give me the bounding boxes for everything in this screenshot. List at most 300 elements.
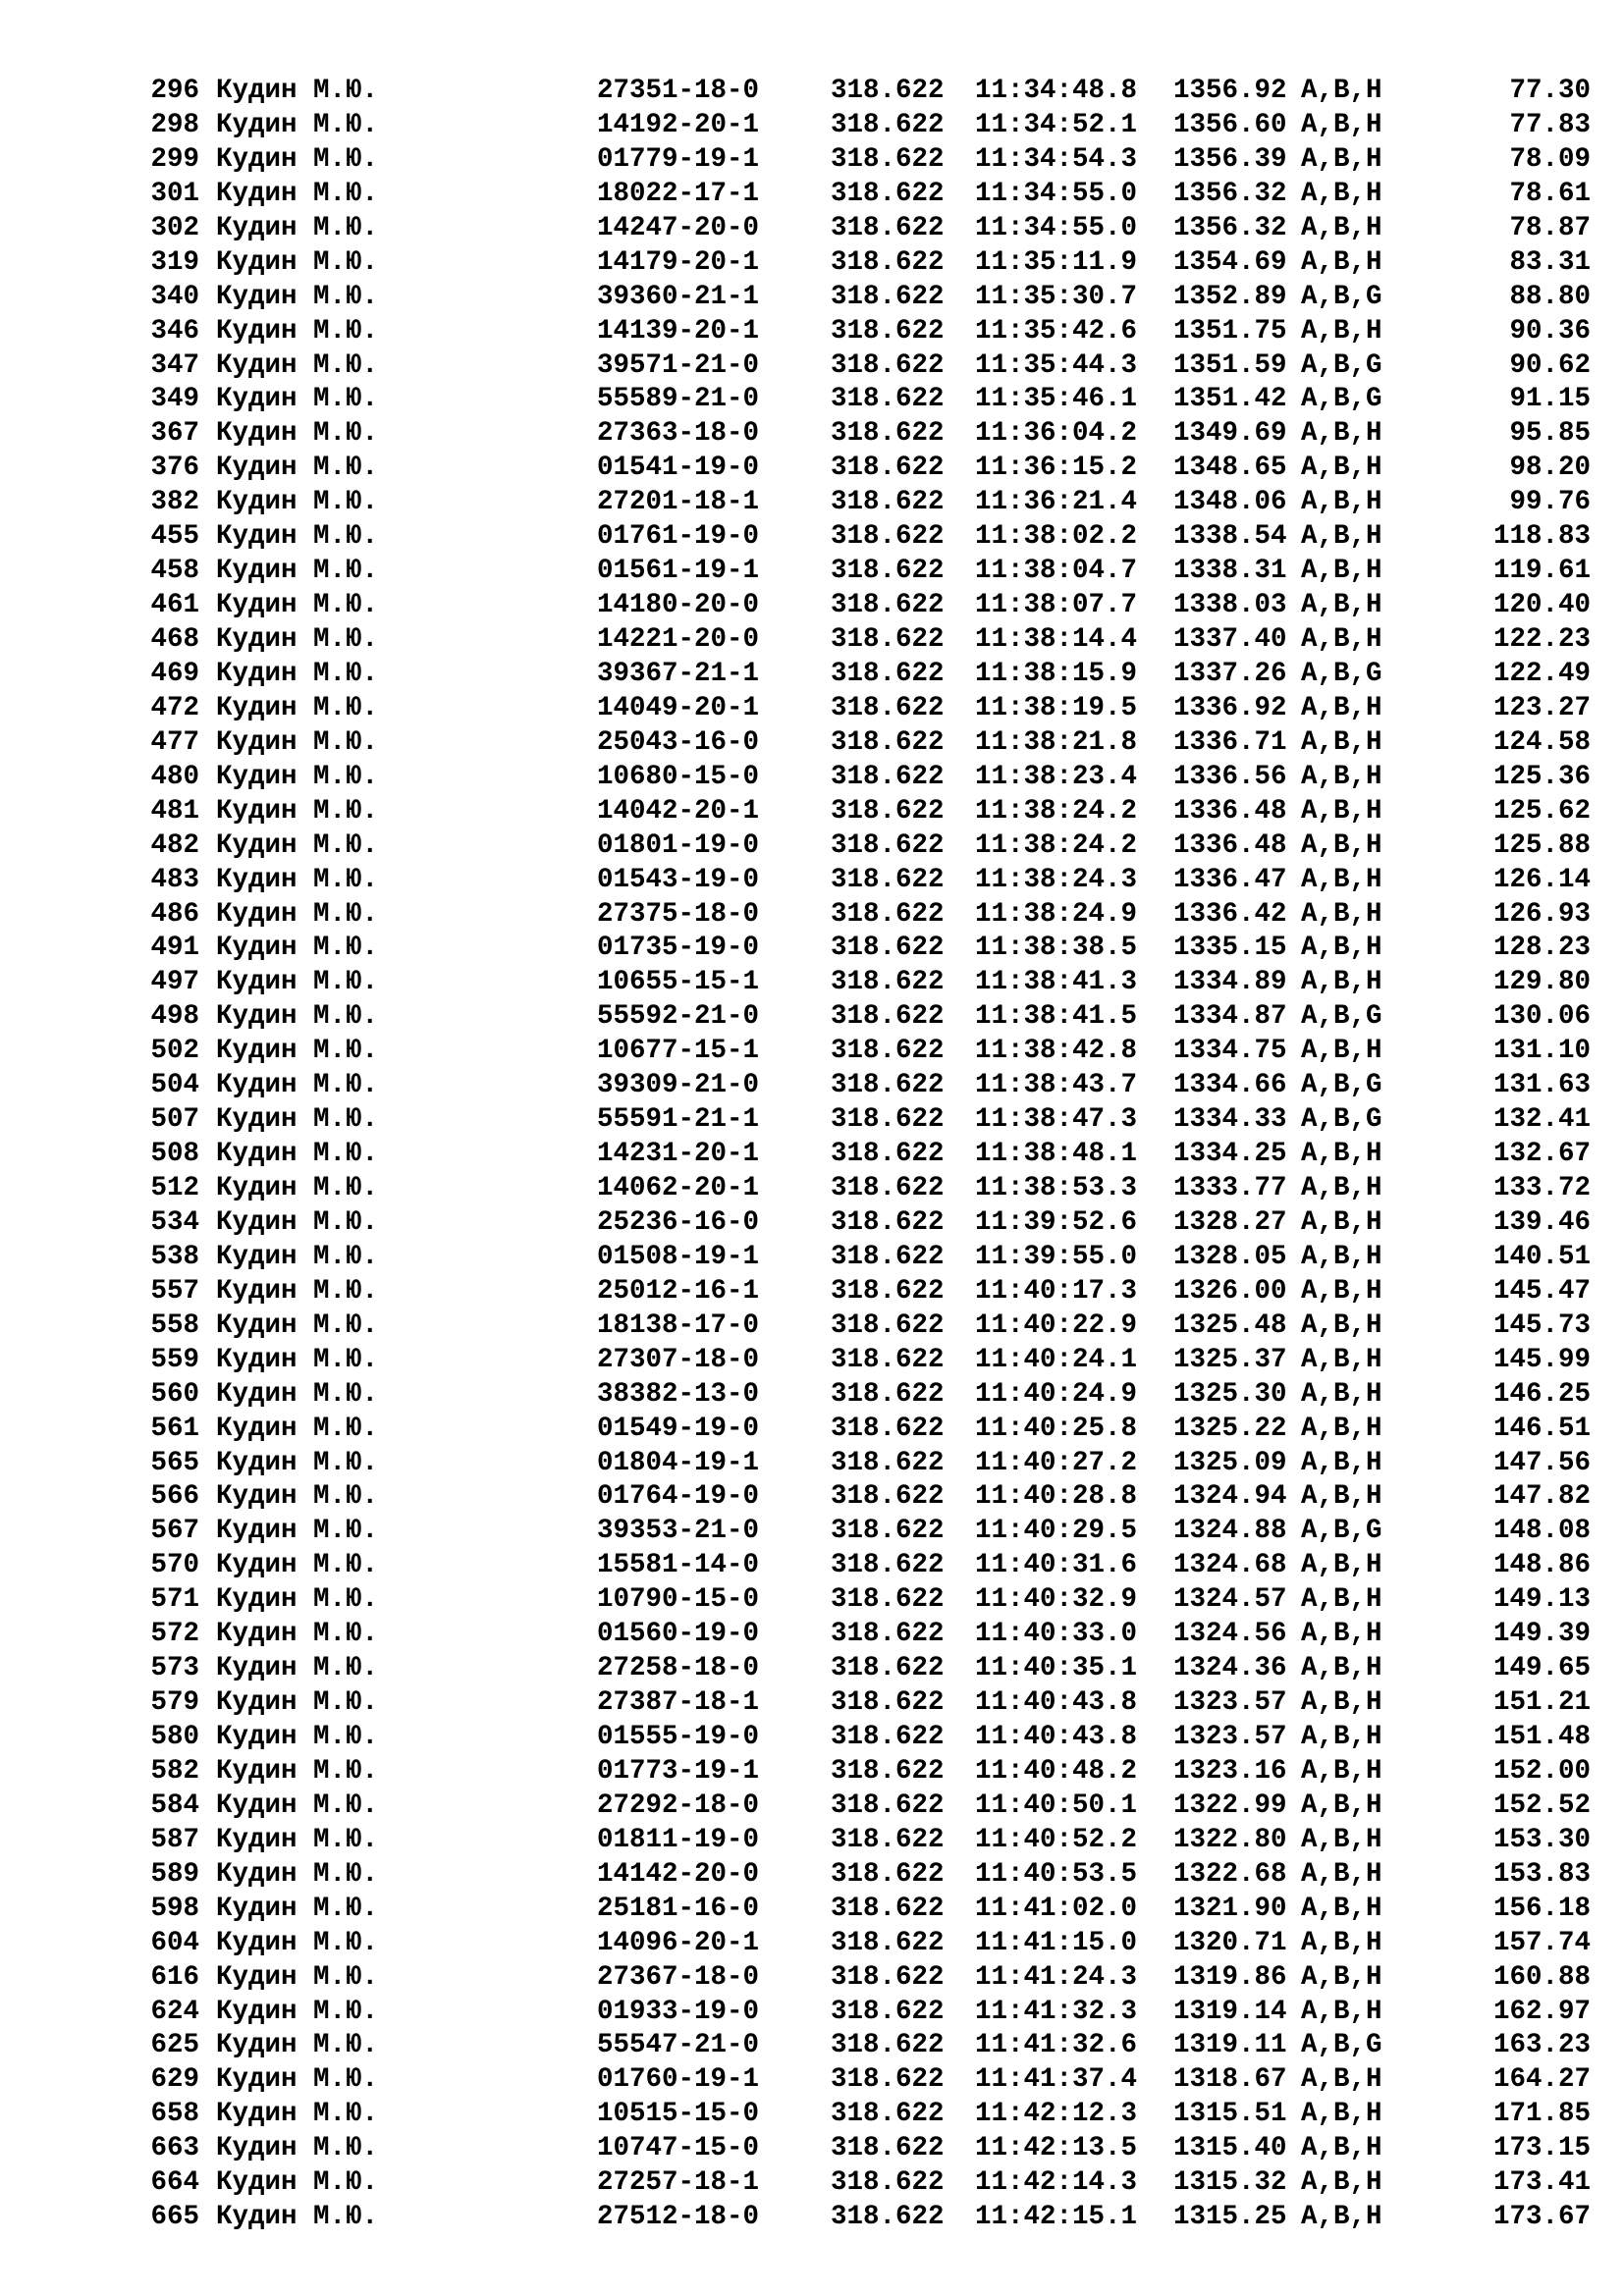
coefficient-cell: 126.93 bbox=[1492, 898, 1591, 930]
speed-cell: 1351.75 bbox=[1173, 315, 1287, 347]
speed-cell: 1336.42 bbox=[1173, 898, 1287, 930]
result-row bbox=[0, 1927, 1624, 1961]
ring-number-cell: 01804-19-1 bbox=[597, 1447, 760, 1478]
coefficient-cell: 125.62 bbox=[1492, 795, 1591, 827]
place-cell: 582 bbox=[150, 1755, 199, 1787]
arrival-time-cell: 11:36:04.2 bbox=[975, 418, 1138, 450]
distance-cell: 318.622 bbox=[831, 1173, 945, 1203]
arrival-time-cell: 11:38:21.8 bbox=[975, 726, 1138, 758]
flags-cell: A,B,H bbox=[1301, 1789, 1382, 1821]
ring-number-cell: 14049-20-1 bbox=[597, 692, 760, 723]
ring-number-cell: 55591-21-1 bbox=[597, 1104, 760, 1136]
speed-cell: 1322.99 bbox=[1173, 1789, 1287, 1821]
ring-number-cell: 01555-19-0 bbox=[597, 1722, 760, 1752]
arrival-time-cell: 11:38:41.5 bbox=[975, 1001, 1138, 1033]
coefficient-cell: 145.47 bbox=[1492, 1275, 1591, 1307]
distance-cell: 318.622 bbox=[831, 76, 945, 106]
arrival-time-cell: 11:40:32.9 bbox=[975, 1584, 1138, 1616]
distance-cell: 318.622 bbox=[831, 1241, 945, 1272]
distance-cell: 318.622 bbox=[831, 1927, 945, 1958]
arrival-time-cell: 11:38:02.2 bbox=[975, 521, 1138, 553]
distance-cell: 318.622 bbox=[831, 384, 945, 415]
distance-cell: 318.622 bbox=[831, 829, 945, 861]
arrival-time-cell: 11:38:14.4 bbox=[975, 624, 1138, 655]
coefficient-cell: 119.61 bbox=[1492, 556, 1591, 587]
distance-cell: 318.622 bbox=[831, 109, 945, 140]
arrival-time-cell: 11:40:27.2 bbox=[975, 1447, 1138, 1478]
name-cell: Кудин М.Ю. bbox=[216, 2167, 379, 2199]
place-cell: 598 bbox=[150, 1893, 199, 1924]
arrival-time-cell: 11:40:22.9 bbox=[975, 1309, 1138, 1341]
flags-cell: A,B,G bbox=[1301, 1516, 1382, 1547]
speed-cell: 1315.32 bbox=[1173, 2167, 1287, 2199]
place-cell: 349 bbox=[150, 384, 199, 415]
arrival-time-cell: 11:41:32.3 bbox=[975, 1996, 1138, 2027]
place-cell: 616 bbox=[150, 1961, 199, 1993]
flags-cell: A,B,G bbox=[1301, 2030, 1382, 2061]
result-row bbox=[0, 1172, 1624, 1206]
distance-cell: 318.622 bbox=[831, 418, 945, 450]
place-cell: 458 bbox=[150, 556, 199, 587]
distance-cell: 318.622 bbox=[831, 590, 945, 621]
ring-number-cell: 10655-15-1 bbox=[597, 967, 760, 998]
flags-cell: A,B,H bbox=[1301, 315, 1382, 347]
speed-cell: 1356.39 bbox=[1173, 143, 1287, 175]
flags-cell: A,B,H bbox=[1301, 1275, 1382, 1307]
result-row bbox=[0, 2132, 1624, 2166]
distance-cell: 318.622 bbox=[831, 1309, 945, 1341]
result-row bbox=[0, 1961, 1624, 1996]
place-cell: 538 bbox=[150, 1241, 199, 1272]
coefficient-cell: 83.31 bbox=[1509, 246, 1591, 278]
speed-cell: 1324.88 bbox=[1173, 1516, 1287, 1547]
arrival-time-cell: 11:38:41.3 bbox=[975, 967, 1138, 998]
result-row bbox=[0, 829, 1624, 864]
flags-cell: A,B,H bbox=[1301, 246, 1382, 278]
result-row bbox=[0, 1858, 1624, 1893]
name-cell: Кудин М.Ю. bbox=[216, 864, 379, 895]
speed-cell: 1356.32 bbox=[1173, 178, 1287, 209]
ring-number-cell: 14142-20-0 bbox=[597, 1858, 760, 1890]
arrival-time-cell: 11:35:11.9 bbox=[975, 246, 1138, 278]
name-cell: Кудин М.Ю. bbox=[216, 487, 379, 518]
name-cell: Кудин М.Ю. bbox=[216, 1070, 379, 1101]
distance-cell: 318.622 bbox=[831, 624, 945, 655]
name-cell: Кудин М.Ю. bbox=[216, 1516, 379, 1547]
ring-number-cell: 14192-20-1 bbox=[597, 109, 760, 140]
ring-number-cell: 01933-19-0 bbox=[597, 1996, 760, 2027]
flags-cell: A,B,H bbox=[1301, 1309, 1382, 1341]
result-row bbox=[0, 1069, 1624, 1103]
place-cell: 468 bbox=[150, 624, 199, 655]
ring-number-cell: 18022-17-1 bbox=[597, 178, 760, 209]
name-cell: Кудин М.Ю. bbox=[216, 2099, 379, 2130]
arrival-time-cell: 11:38:19.5 bbox=[975, 692, 1138, 723]
speed-cell: 1334.66 bbox=[1173, 1070, 1287, 1101]
ring-number-cell: 27387-18-1 bbox=[597, 1687, 760, 1719]
coefficient-cell: 120.40 bbox=[1492, 590, 1591, 621]
distance-cell: 318.622 bbox=[831, 521, 945, 553]
result-row bbox=[0, 2029, 1624, 2063]
speed-cell: 1315.25 bbox=[1173, 2202, 1287, 2233]
distance-cell: 318.622 bbox=[831, 1447, 945, 1478]
speed-cell: 1324.56 bbox=[1173, 1619, 1287, 1650]
coefficient-cell: 146.25 bbox=[1492, 1378, 1591, 1410]
arrival-time-cell: 11:40:43.8 bbox=[975, 1687, 1138, 1719]
distance-cell: 318.622 bbox=[831, 1344, 945, 1375]
name-cell: Кудин М.Ю. bbox=[216, 1550, 379, 1581]
coefficient-cell: 149.65 bbox=[1492, 1653, 1591, 1684]
place-cell: 477 bbox=[150, 726, 199, 758]
speed-cell: 1336.71 bbox=[1173, 726, 1287, 758]
ring-number-cell: 27307-18-0 bbox=[597, 1344, 760, 1375]
result-row bbox=[0, 1583, 1624, 1618]
place-cell: 604 bbox=[150, 1927, 199, 1958]
flags-cell: A,B,H bbox=[1301, 1173, 1382, 1203]
name-cell: Кудин М.Ю. bbox=[216, 1275, 379, 1307]
place-cell: 491 bbox=[150, 933, 199, 964]
ring-number-cell: 01761-19-0 bbox=[597, 521, 760, 553]
ring-number-cell: 27367-18-0 bbox=[597, 1961, 760, 1993]
ring-number-cell: 25043-16-0 bbox=[597, 726, 760, 758]
arrival-time-cell: 11:40:48.2 bbox=[975, 1755, 1138, 1787]
coefficient-cell: 78.87 bbox=[1509, 212, 1591, 243]
speed-cell: 1338.31 bbox=[1173, 556, 1287, 587]
speed-cell: 1315.40 bbox=[1173, 2133, 1287, 2164]
coefficient-cell: 139.46 bbox=[1492, 1206, 1591, 1238]
name-cell: Кудин М.Ю. bbox=[216, 1036, 379, 1067]
coefficient-cell: 90.62 bbox=[1509, 349, 1591, 381]
place-cell: 580 bbox=[150, 1722, 199, 1752]
distance-cell: 318.622 bbox=[831, 556, 945, 587]
coefficient-cell: 95.85 bbox=[1509, 418, 1591, 450]
result-row bbox=[0, 1103, 1624, 1138]
result-row bbox=[0, 315, 1624, 349]
arrival-time-cell: 11:39:55.0 bbox=[975, 1241, 1138, 1272]
speed-cell: 1334.89 bbox=[1173, 967, 1287, 998]
distance-cell: 318.622 bbox=[831, 1001, 945, 1033]
flags-cell: A,B,G bbox=[1301, 349, 1382, 381]
ring-number-cell: 01811-19-0 bbox=[597, 1824, 760, 1855]
name-cell: Кудин М.Ю. bbox=[216, 1858, 379, 1890]
flags-cell: A,B,G bbox=[1301, 1104, 1382, 1136]
distance-cell: 318.622 bbox=[831, 143, 945, 175]
place-cell: 561 bbox=[150, 1413, 199, 1444]
speed-cell: 1321.90 bbox=[1173, 1893, 1287, 1924]
ring-number-cell: 38382-13-0 bbox=[597, 1378, 760, 1410]
name-cell: Кудин М.Ю. bbox=[216, 1206, 379, 1238]
name-cell: Кудин М.Ю. bbox=[216, 829, 379, 861]
place-cell: 469 bbox=[150, 658, 199, 689]
place-cell: 507 bbox=[150, 1104, 199, 1136]
name-cell: Кудин М.Ю. bbox=[216, 1584, 379, 1616]
arrival-time-cell: 11:41:24.3 bbox=[975, 1961, 1138, 1993]
name-cell: Кудин М.Ю. bbox=[216, 898, 379, 930]
ring-number-cell: 27363-18-0 bbox=[597, 418, 760, 450]
result-row bbox=[0, 932, 1624, 966]
place-cell: 347 bbox=[150, 349, 199, 381]
coefficient-cell: 78.61 bbox=[1509, 178, 1591, 209]
flags-cell: A,B,H bbox=[1301, 1893, 1382, 1924]
result-row bbox=[0, 178, 1624, 212]
place-cell: 571 bbox=[150, 1584, 199, 1616]
distance-cell: 318.622 bbox=[831, 246, 945, 278]
flags-cell: A,B,H bbox=[1301, 1413, 1382, 1444]
distance-cell: 318.622 bbox=[831, 315, 945, 347]
speed-cell: 1336.92 bbox=[1173, 692, 1287, 723]
result-row bbox=[0, 246, 1624, 281]
speed-cell: 1322.80 bbox=[1173, 1824, 1287, 1855]
coefficient-cell: 125.88 bbox=[1492, 829, 1591, 861]
speed-cell: 1328.05 bbox=[1173, 1241, 1287, 1272]
result-row bbox=[0, 109, 1624, 143]
place-cell: 346 bbox=[150, 315, 199, 347]
place-cell: 301 bbox=[150, 178, 199, 209]
place-cell: 664 bbox=[150, 2167, 199, 2199]
coefficient-cell: 78.09 bbox=[1509, 143, 1591, 175]
ring-number-cell: 27375-18-0 bbox=[597, 898, 760, 930]
coefficient-cell: 130.06 bbox=[1492, 1001, 1591, 1033]
flags-cell: A,B,H bbox=[1301, 1378, 1382, 1410]
flags-cell: A,B,H bbox=[1301, 1858, 1382, 1890]
name-cell: Кудин М.Ю. bbox=[216, 178, 379, 209]
flags-cell: A,B,H bbox=[1301, 109, 1382, 140]
flags-cell: A,B,H bbox=[1301, 1687, 1382, 1719]
place-cell: 461 bbox=[150, 590, 199, 621]
place-cell: 502 bbox=[150, 1036, 199, 1067]
distance-cell: 318.622 bbox=[831, 487, 945, 518]
place-cell: 482 bbox=[150, 829, 199, 861]
arrival-time-cell: 11:40:24.1 bbox=[975, 1344, 1138, 1375]
place-cell: 340 bbox=[150, 281, 199, 312]
speed-cell: 1319.86 bbox=[1173, 1961, 1287, 1993]
arrival-time-cell: 11:38:15.9 bbox=[975, 658, 1138, 689]
coefficient-cell: 77.83 bbox=[1509, 109, 1591, 140]
flags-cell: A,B,H bbox=[1301, 143, 1382, 175]
place-cell: 483 bbox=[150, 864, 199, 895]
coefficient-cell: 122.23 bbox=[1492, 624, 1591, 655]
name-cell: Кудин М.Ю. bbox=[216, 349, 379, 381]
name-cell: Кудин М.Ю. bbox=[216, 109, 379, 140]
speed-cell: 1333.77 bbox=[1173, 1173, 1287, 1203]
result-row bbox=[0, 1652, 1624, 1686]
flags-cell: A,B,H bbox=[1301, 1653, 1382, 1684]
arrival-time-cell: 11:42:12.3 bbox=[975, 2099, 1138, 2130]
name-cell: Кудин М.Ю. bbox=[216, 212, 379, 243]
arrival-time-cell: 11:42:13.5 bbox=[975, 2133, 1138, 2164]
ring-number-cell: 10747-15-0 bbox=[597, 2133, 760, 2164]
speed-cell: 1351.42 bbox=[1173, 384, 1287, 415]
speed-cell: 1356.32 bbox=[1173, 212, 1287, 243]
result-row bbox=[0, 692, 1624, 726]
result-row bbox=[0, 1206, 1624, 1241]
arrival-time-cell: 11:38:47.3 bbox=[975, 1104, 1138, 1136]
speed-cell: 1334.87 bbox=[1173, 1001, 1287, 1033]
coefficient-cell: 122.49 bbox=[1492, 658, 1591, 689]
speed-cell: 1323.16 bbox=[1173, 1755, 1287, 1787]
speed-cell: 1336.56 bbox=[1173, 761, 1287, 792]
ring-number-cell: 27201-18-1 bbox=[597, 487, 760, 518]
ring-number-cell: 14139-20-1 bbox=[597, 315, 760, 347]
result-row bbox=[0, 1344, 1624, 1378]
coefficient-cell: 148.08 bbox=[1492, 1516, 1591, 1547]
result-row bbox=[0, 417, 1624, 452]
distance-cell: 318.622 bbox=[831, 1619, 945, 1650]
ring-number-cell: 01773-19-1 bbox=[597, 1755, 760, 1787]
coefficient-cell: 153.30 bbox=[1492, 1824, 1591, 1855]
coefficient-cell: 148.86 bbox=[1492, 1550, 1591, 1581]
result-row bbox=[0, 1686, 1624, 1721]
coefficient-cell: 77.30 bbox=[1509, 76, 1591, 106]
distance-cell: 318.622 bbox=[831, 1275, 945, 1307]
result-row bbox=[0, 726, 1624, 761]
arrival-time-cell: 11:39:52.6 bbox=[975, 1206, 1138, 1238]
arrival-time-cell: 11:34:54.3 bbox=[975, 143, 1138, 175]
coefficient-cell: 147.56 bbox=[1492, 1447, 1591, 1478]
arrival-time-cell: 11:38:38.5 bbox=[975, 933, 1138, 964]
speed-cell: 1351.59 bbox=[1173, 349, 1287, 381]
distance-cell: 318.622 bbox=[831, 1413, 945, 1444]
speed-cell: 1322.68 bbox=[1173, 1858, 1287, 1890]
name-cell: Кудин М.Ю. bbox=[216, 1344, 379, 1375]
result-row bbox=[0, 555, 1624, 589]
ring-number-cell: 01560-19-0 bbox=[597, 1619, 760, 1650]
flags-cell: A,B,H bbox=[1301, 521, 1382, 553]
place-cell: 565 bbox=[150, 1447, 199, 1478]
coefficient-cell: 132.67 bbox=[1492, 1139, 1591, 1170]
distance-cell: 318.622 bbox=[831, 1516, 945, 1547]
result-row bbox=[0, 1138, 1624, 1172]
distance-cell: 318.622 bbox=[831, 2064, 945, 2096]
name-cell: Кудин М.Ю. bbox=[216, 1927, 379, 1958]
name-cell: Кудин М.Ю. bbox=[216, 453, 379, 484]
flags-cell: A,B,H bbox=[1301, 1550, 1382, 1581]
arrival-time-cell: 11:34:55.0 bbox=[975, 178, 1138, 209]
flags-cell: A,B,H bbox=[1301, 2202, 1382, 2233]
flags-cell: A,B,H bbox=[1301, 1961, 1382, 1993]
result-row bbox=[0, 1309, 1624, 1344]
name-cell: Кудин М.Ю. bbox=[216, 1413, 379, 1444]
flags-cell: A,B,H bbox=[1301, 418, 1382, 450]
coefficient-cell: 152.52 bbox=[1492, 1789, 1591, 1821]
result-row bbox=[0, 1275, 1624, 1309]
place-cell: 367 bbox=[150, 418, 199, 450]
coefficient-cell: 124.58 bbox=[1492, 726, 1591, 758]
name-cell: Кудин М.Ю. bbox=[216, 1447, 379, 1478]
result-row bbox=[0, 1447, 1624, 1481]
result-row bbox=[0, 1893, 1624, 1927]
speed-cell: 1334.75 bbox=[1173, 1036, 1287, 1067]
speed-cell: 1324.94 bbox=[1173, 1481, 1287, 1513]
flags-cell: A,B,G bbox=[1301, 1001, 1382, 1033]
place-cell: 534 bbox=[150, 1206, 199, 1238]
name-cell: Кудин М.Ю. bbox=[216, 624, 379, 655]
ring-number-cell: 01760-19-1 bbox=[597, 2064, 760, 2096]
distance-cell: 318.622 bbox=[831, 1755, 945, 1787]
distance-cell: 318.622 bbox=[831, 761, 945, 792]
flags-cell: A,B,H bbox=[1301, 761, 1382, 792]
result-row bbox=[0, 281, 1624, 315]
coefficient-cell: 151.21 bbox=[1492, 1687, 1591, 1719]
flags-cell: A,B,H bbox=[1301, 1036, 1382, 1067]
flags-cell: A,B,H bbox=[1301, 1241, 1382, 1272]
flags-cell: A,B,H bbox=[1301, 726, 1382, 758]
arrival-time-cell: 11:40:31.6 bbox=[975, 1550, 1138, 1581]
speed-cell: 1325.48 bbox=[1173, 1309, 1287, 1341]
result-row bbox=[0, 520, 1624, 555]
place-cell: 481 bbox=[150, 795, 199, 827]
place-cell: 480 bbox=[150, 761, 199, 792]
distance-cell: 318.622 bbox=[831, 178, 945, 209]
flags-cell: A,B,H bbox=[1301, 624, 1382, 655]
arrival-time-cell: 11:40:50.1 bbox=[975, 1789, 1138, 1821]
place-cell: 587 bbox=[150, 1824, 199, 1855]
name-cell: Кудин М.Ю. bbox=[216, 418, 379, 450]
result-row bbox=[0, 2063, 1624, 2098]
name-cell: Кудин М.Ю. bbox=[216, 1241, 379, 1272]
ring-number-cell: 27351-18-0 bbox=[597, 76, 760, 106]
arrival-time-cell: 11:38:23.4 bbox=[975, 761, 1138, 792]
arrival-time-cell: 11:34:48.8 bbox=[975, 76, 1138, 106]
coefficient-cell: 173.41 bbox=[1492, 2167, 1591, 2199]
result-row bbox=[0, 1721, 1624, 1755]
ring-number-cell: 01541-19-0 bbox=[597, 453, 760, 484]
distance-cell: 318.622 bbox=[831, 212, 945, 243]
coefficient-cell: 163.23 bbox=[1492, 2030, 1591, 2061]
coefficient-cell: 149.13 bbox=[1492, 1584, 1591, 1616]
speed-cell: 1326.00 bbox=[1173, 1275, 1287, 1307]
ring-number-cell: 01561-19-1 bbox=[597, 556, 760, 587]
ring-number-cell: 27292-18-0 bbox=[597, 1789, 760, 1821]
flags-cell: A,B,H bbox=[1301, 692, 1382, 723]
coefficient-cell: 90.36 bbox=[1509, 315, 1591, 347]
arrival-time-cell: 11:35:46.1 bbox=[975, 384, 1138, 415]
arrival-time-cell: 11:34:52.1 bbox=[975, 109, 1138, 140]
place-cell: 658 bbox=[150, 2099, 199, 2130]
speed-cell: 1334.33 bbox=[1173, 1104, 1287, 1136]
place-cell: 559 bbox=[150, 1344, 199, 1375]
name-cell: Кудин М.Ю. bbox=[216, 1619, 379, 1650]
distance-cell: 318.622 bbox=[831, 453, 945, 484]
coefficient-cell: 145.99 bbox=[1492, 1344, 1591, 1375]
result-row bbox=[0, 1618, 1624, 1652]
speed-cell: 1348.65 bbox=[1173, 453, 1287, 484]
ring-number-cell: 14180-20-0 bbox=[597, 590, 760, 621]
result-row bbox=[0, 1378, 1624, 1413]
arrival-time-cell: 11:41:37.4 bbox=[975, 2064, 1138, 2096]
result-row bbox=[0, 2201, 1624, 2235]
speed-cell: 1324.36 bbox=[1173, 1653, 1287, 1684]
name-cell: Кудин М.Ю. bbox=[216, 1996, 379, 2027]
arrival-time-cell: 11:38:48.1 bbox=[975, 1139, 1138, 1170]
name-cell: Кудин М.Ю. bbox=[216, 795, 379, 827]
ring-number-cell: 14179-20-1 bbox=[597, 246, 760, 278]
result-row bbox=[0, 761, 1624, 795]
distance-cell: 318.622 bbox=[831, 2099, 945, 2130]
name-cell: Кудин М.Ю. bbox=[216, 2202, 379, 2233]
flags-cell: A,B,H bbox=[1301, 2064, 1382, 2096]
distance-cell: 318.622 bbox=[831, 1961, 945, 1993]
arrival-time-cell: 11:34:55.0 bbox=[975, 212, 1138, 243]
coefficient-cell: 171.85 bbox=[1492, 2099, 1591, 2130]
ring-number-cell: 14221-20-0 bbox=[597, 624, 760, 655]
name-cell: Кудин М.Ю. bbox=[216, 967, 379, 998]
result-row bbox=[0, 1789, 1624, 1824]
ring-number-cell: 14231-20-1 bbox=[597, 1139, 760, 1170]
speed-cell: 1356.92 bbox=[1173, 76, 1287, 106]
place-cell: 566 bbox=[150, 1481, 199, 1513]
arrival-time-cell: 11:38:24.9 bbox=[975, 898, 1138, 930]
